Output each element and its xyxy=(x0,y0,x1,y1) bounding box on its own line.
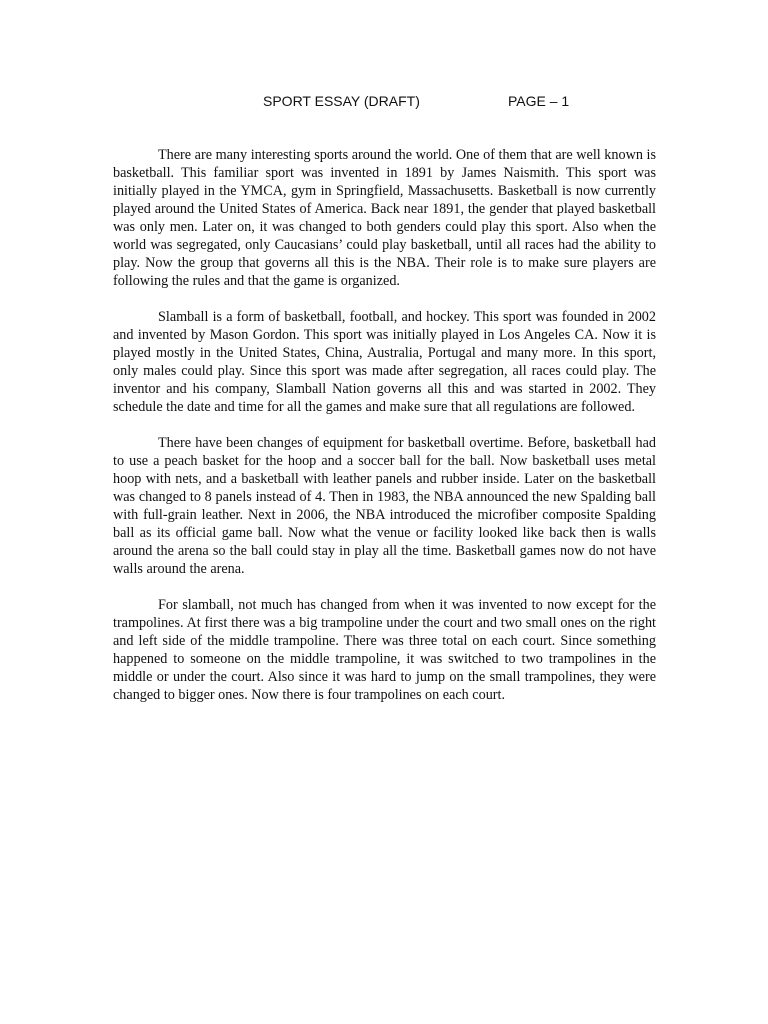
essay-body xyxy=(113,146,656,722)
paragraph-basketball-history: There are many interesting sports around the world. One of them that are well known is basketball. This familiar sport was invented in 1891 by James Naismith. This sport was initially played in the YMCA, gym in Springfield, Massachusetts. Basketball is now currently played around the United States of America. Back near 1891, the gender that played basketball was only men. Later on, it was changed to both genders could play this sport. Also when the world was segregated, only Caucasians’ could play basketball, until all races had the ability to play. Now the group that governs all this is the NBA. Their role is to make sure players are following the rules and that the game is organized. xyxy=(113,147,656,289)
paragraph-basketball-equipment: There have been changes of equipment for basketball overtime. Before, basketball had to use a peach basket for the hoop and a soccer ball for the ball. Now basketball uses metal hoop with nets, and a basketball with leather panels and rubber inside. Later on the basketball was changed to 8 panels instead of 4. Then in 1983, the NBA announced the new Spalding ball with full-grain leather. Next in 2006, the NBA introduced the microfiber composite Spalding ball as its official game ball. Now what the venue or facility looked like back then is walls around the arena so the ball could stay in play all the time. Basketball games now do not have walls around the arena. xyxy=(113,435,656,577)
page-header xyxy=(0,93,768,113)
page-number: PAGE – 1 xyxy=(508,93,570,109)
paragraph-slamball-history: Slamball is a form of basketball, football, and hockey. This sport was founded in 2002 and invented by Mason Gordon. This sport was initially played in Los Angeles CA. Now it is played mostly in the United States, China, Australia, Portugal and many more. In this sport, only males could play. Since this sport was made after segregation, all races could play. The inventor and his company, Slamball Nation governs all this and was started in 2002. They schedule the date and time for all the games and make sure that all regulations are followed. xyxy=(113,309,656,415)
document-title: SPORT ESSAY (DRAFT) xyxy=(263,93,420,109)
paragraph-slamball-changes: For slamball, not much has changed from when it was invented to now except for the trampolines. At first there was a big trampoline under the court and two small ones on the right and left side of the middle trampoline. There was three total on each court. Since something happened to someone on the middle trampoline, it was switched to two trampolines in the middle or under the court. Also since it was hard to jump on the small trampolines, they were changed to bigger ones. Now there is four trampolines on each court. xyxy=(113,597,656,703)
